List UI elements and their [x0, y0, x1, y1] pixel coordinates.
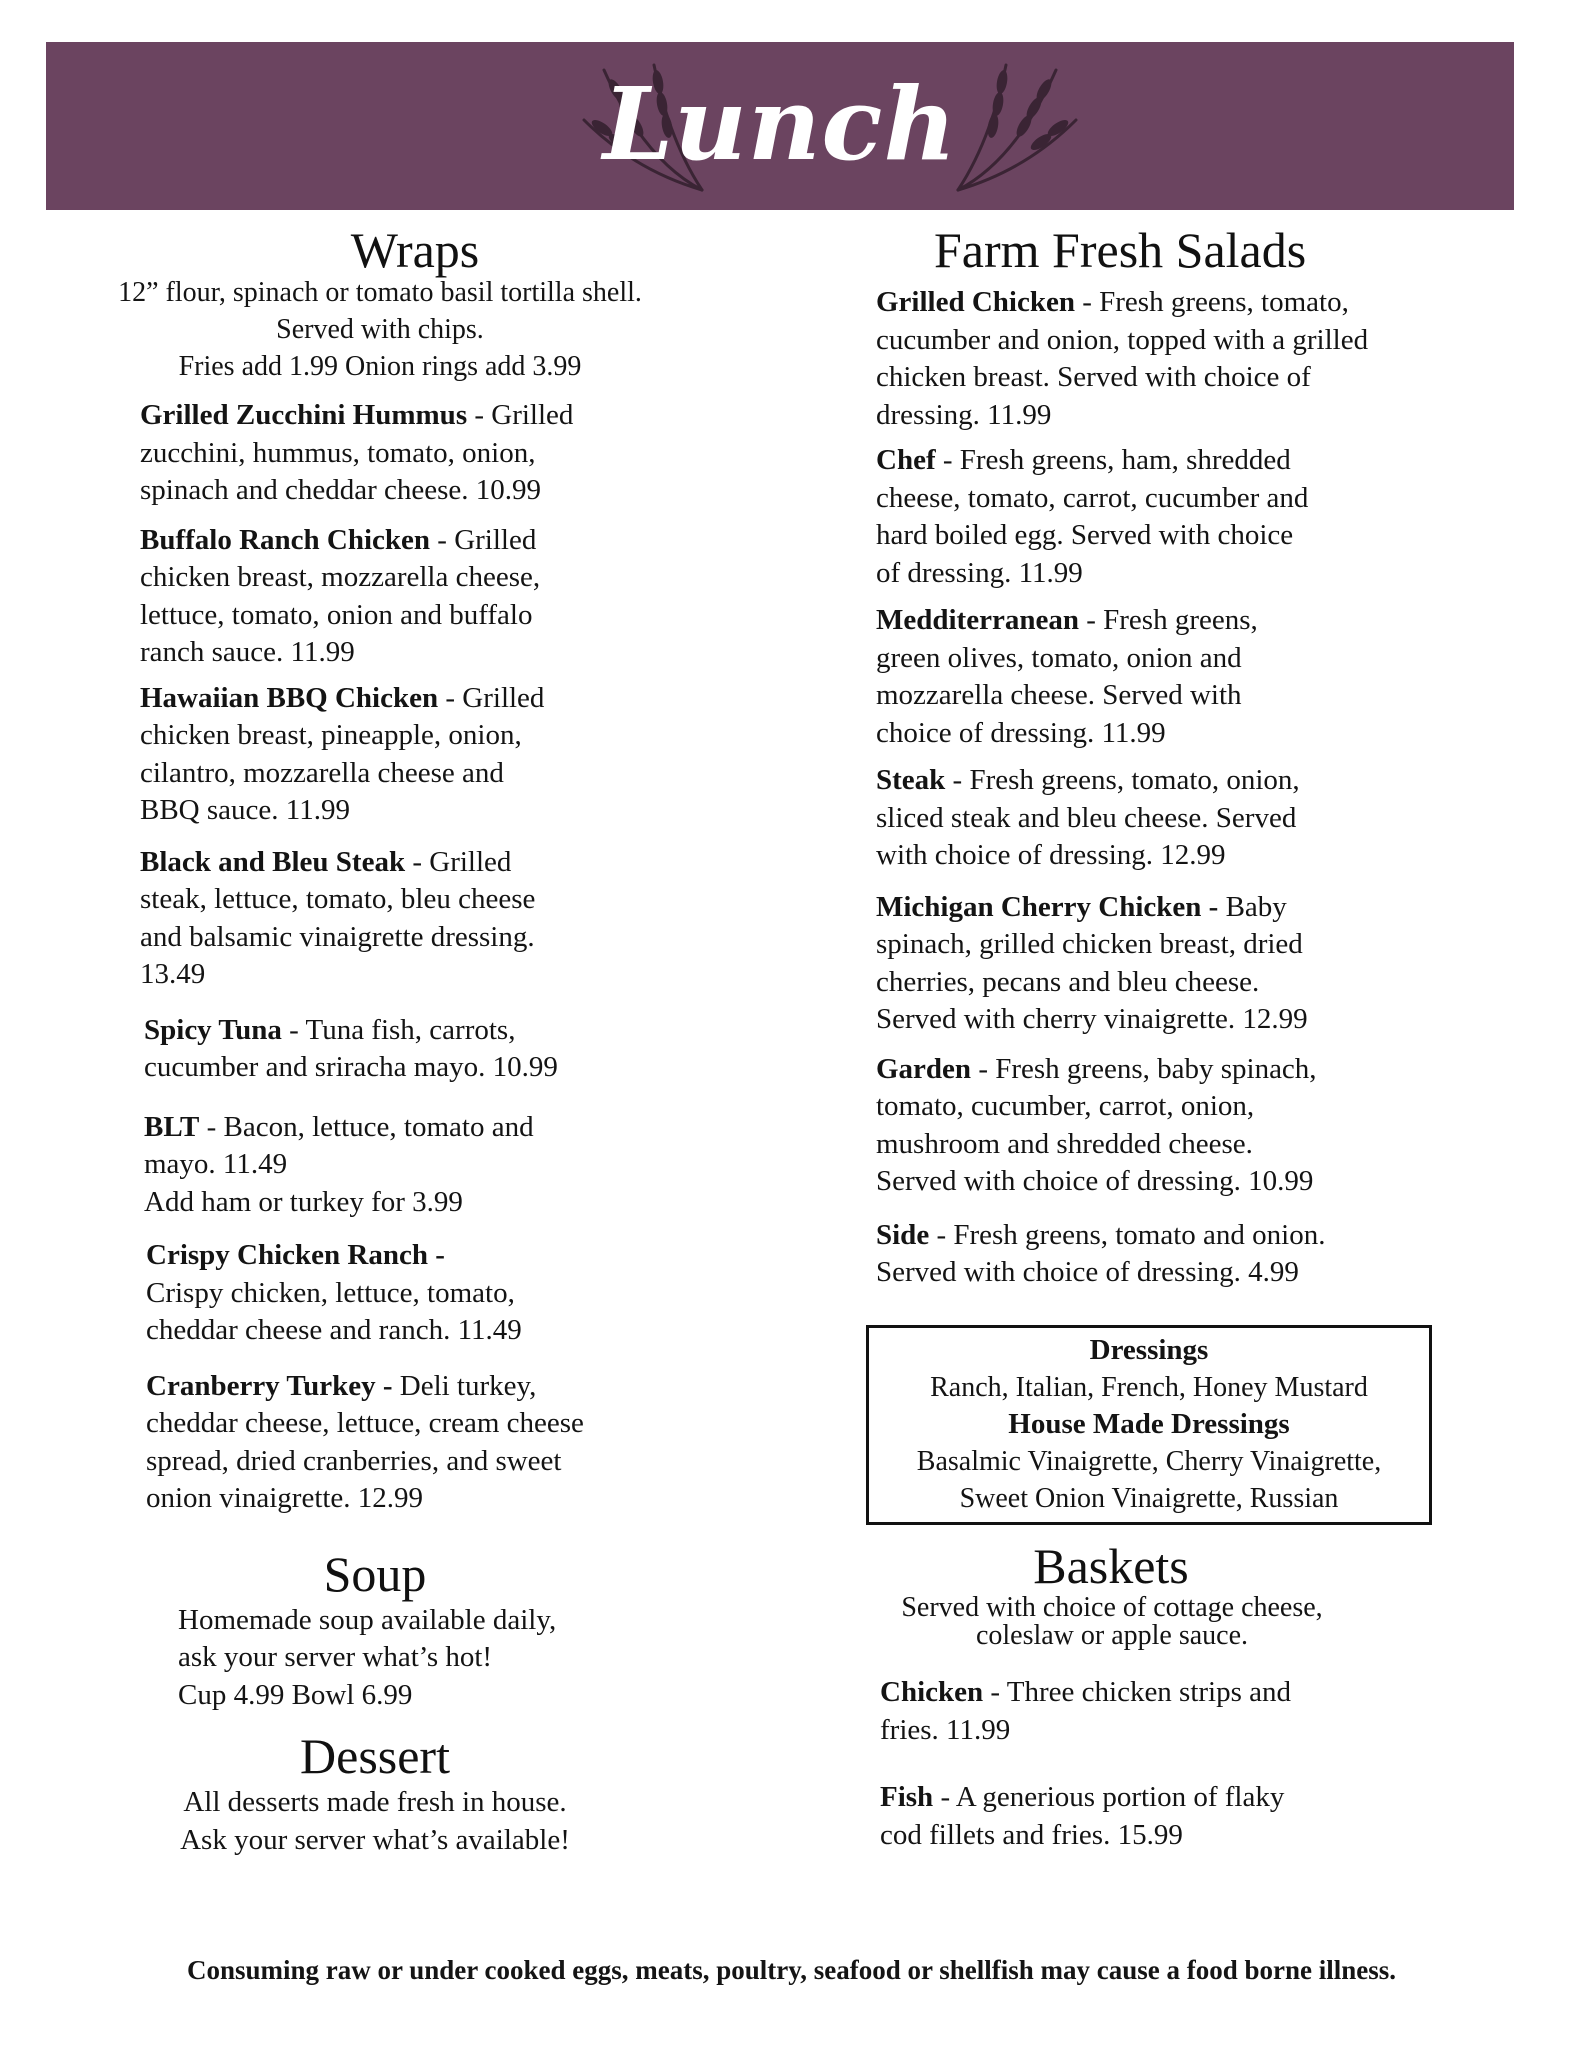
menu-item [876, 442, 1456, 592]
item-desc: onion vinaigrette. 12.99 [146, 1482, 424, 1514]
item-desc: chicken breast, mozzarella cheese, [140, 561, 541, 593]
baskets-intro-line: coleslaw or apple sauce. [975, 1620, 1249, 1651]
item-desc: cherries, pecans and bleu cheese. [876, 965, 1260, 998]
item-desc: tomato, cucumber, carrot, onion, [876, 1090, 1255, 1122]
baskets-section [876, 1538, 1436, 1854]
house-dressings-title: House Made Dressings [1008, 1408, 1290, 1440]
item-name: Buffalo Ranch Chicken [140, 523, 431, 556]
item-desc: spread, dried cranberries, and sweet [146, 1444, 562, 1477]
item-desc: of dressing. 11.99 [876, 556, 1083, 589]
item-desc: cucumber and onion, topped with a grilled [876, 323, 1369, 356]
item-name: Michigan Cherry Chicken - [876, 890, 1219, 923]
item-desc: - Bacon, lettuce, tomato and [199, 1110, 534, 1143]
item-name: Garden [876, 1052, 972, 1085]
dressings-box [866, 1325, 1432, 1525]
menu-item [876, 602, 1456, 752]
item-desc: mushroom and shredded cheese. [876, 1127, 1253, 1160]
menu-item [140, 680, 760, 830]
menu-item [140, 844, 760, 994]
item-desc: cheddar cheese, lettuce, cream cheese [146, 1407, 584, 1439]
baskets-intro-line: Served with choice of cottage cheese, [901, 1592, 1323, 1623]
item-desc: - Three chicken strips and [983, 1676, 1292, 1708]
item-desc: with choice of dressing. 12.99 [876, 839, 1226, 871]
item-desc: - Fresh greens, ham, shredded [935, 444, 1291, 476]
item-desc: - A generious portion of flaky [933, 1781, 1285, 1813]
menu-item [140, 1109, 760, 1222]
item-name: Grilled Zucchini Hummus [140, 399, 468, 431]
item-name: Medditerranean [876, 604, 1079, 636]
item-desc: fries. 11.99 [880, 1713, 1011, 1746]
right-column [876, 222, 1456, 1292]
item-name: Steak [876, 764, 946, 796]
item-desc: cilantro, mozzarella cheese and [140, 756, 504, 789]
item-desc: mozzarella cheese. Served with [876, 679, 1242, 711]
item-desc: - Fresh greens, baby spinach, [971, 1052, 1317, 1085]
item-desc: - Fresh greens, [1078, 604, 1258, 636]
item-name: Spicy Tuna [144, 1013, 282, 1046]
item-desc: - Grilled [438, 681, 545, 714]
menu-item [140, 1012, 760, 1087]
item-desc: Served with choice of dressing. 4.99 [876, 1256, 1299, 1288]
item-desc: spinach, grilled chicken breast, dried [876, 928, 1303, 960]
item-desc: - Fresh greens, tomato, [1074, 286, 1349, 318]
item-name: Chef [876, 444, 936, 476]
item-name: Fish [880, 1781, 934, 1813]
item-desc: cheese, tomato, carrot, cucumber and [876, 481, 1309, 514]
salads-title: Farm Fresh Salads [934, 222, 1307, 278]
item-desc: Served with choice of dressing. 10.99 [876, 1165, 1314, 1197]
menu-item [876, 1051, 1456, 1201]
item-name: Black and Bleu Steak [140, 845, 406, 878]
menu-item [876, 1674, 1436, 1749]
item-name: Chicken [880, 1676, 984, 1708]
item-desc: chicken breast. Served with choice of [876, 361, 1311, 393]
left-column [118, 222, 760, 1859]
item-name: BLT [144, 1110, 200, 1143]
item-desc: choice of dressing. 11.99 [876, 716, 1166, 749]
wraps-intro [70, 274, 690, 385]
item-desc: spinach and cheddar cheese. 10.99 [140, 474, 542, 506]
item-desc: - Grilled [405, 845, 512, 878]
menu-item [876, 889, 1456, 1039]
house-dressings-line: Sweet Onion Vinaigrette, Russian [959, 1483, 1339, 1514]
soup-text [140, 1602, 760, 1715]
baskets-intro [872, 1594, 1352, 1650]
item-name: Grilled Chicken [876, 286, 1075, 318]
item-desc: - Fresh greens, tomato and onion. [929, 1218, 1326, 1251]
item-desc: - Tuna fish, carrots, [281, 1013, 516, 1046]
wraps-title: Wraps [350, 222, 480, 278]
item-desc: Crispy chicken, lettuce, tomato, [146, 1276, 515, 1309]
wraps-intro-line: Served with chips. [276, 314, 484, 345]
wheat-icon [946, 50, 1086, 200]
page-title: Lunch [602, 65, 958, 183]
dessert-title: Dessert [300, 1728, 450, 1784]
item-name: Hawaiian BBQ Chicken [140, 681, 439, 714]
item-desc: BBQ sauce. 11.99 [140, 794, 350, 826]
menu-item [140, 1237, 760, 1350]
menu-item [140, 522, 760, 672]
menu-item [876, 762, 1456, 875]
item-desc: chicken breast, pineapple, onion, [140, 719, 522, 751]
soup-line: Cup 4.99 Bowl 6.99 [178, 1678, 413, 1711]
item-name: Crispy Chicken Ranch - [146, 1239, 445, 1271]
menu-item [140, 397, 760, 510]
item-desc: Served with cherry vinaigrette. 12.99 [876, 1003, 1308, 1035]
dessert-line: Ask your server what’s available! [180, 1823, 570, 1856]
item-desc: and balsamic vinaigrette dressing. [140, 920, 535, 953]
item-name: Side [876, 1218, 930, 1251]
item-name: Cranberry Turkey - [146, 1369, 393, 1402]
item-desc: green olives, tomato, onion and [876, 641, 1242, 674]
item-desc: Deli turkey, [392, 1369, 537, 1402]
menu-item [140, 1368, 760, 1518]
item-desc: zucchini, hummus, tomato, onion, [140, 436, 536, 469]
menu-item [876, 284, 1456, 434]
dessert-line: All desserts made fresh in house. [183, 1786, 567, 1818]
item-desc: mayo. 11.49 [144, 1148, 288, 1180]
dressings-list: Ranch, Italian, French, Honey Mustard [930, 1372, 1368, 1403]
food-safety-disclaimer: Consuming raw or under cooked eggs, meats, poultry, seafood or shellfish may cause a food borne illness. [186, 1955, 1397, 1985]
item-desc: lettuce, tomato, onion and buffalo [140, 598, 533, 631]
soup-line: ask your server what’s hot! [178, 1641, 493, 1673]
item-desc: cucumber and sriracha mayo. 10.99 [144, 1051, 558, 1083]
item-desc: - Grilled [467, 399, 574, 431]
item-desc: Baby [1218, 890, 1287, 923]
item-desc: - Fresh greens, tomato, onion, [945, 764, 1300, 796]
header-banner [46, 42, 1514, 210]
item-desc: ranch sauce. 11.99 [140, 636, 355, 668]
item-desc: cod fillets and fries. 15.99 [880, 1818, 1183, 1851]
dessert-text [140, 1784, 610, 1859]
item-desc: Add ham or turkey for 3.99 [144, 1185, 463, 1218]
item-desc: 13.49 [140, 958, 206, 990]
item-desc: hard boiled egg. Served with choice [876, 519, 1294, 551]
soup-title: Soup [323, 1545, 427, 1602]
item-desc: sliced steak and bleu cheese. Served [876, 801, 1297, 834]
item-desc: cheddar cheese and ranch. 11.49 [146, 1314, 522, 1346]
wraps-intro-line: 12” flour, spinach or tomato basil tortilla shell. [118, 277, 642, 308]
item-desc: steak, lettuce, tomato, bleu cheese [140, 883, 536, 915]
menu-item [876, 1779, 1436, 1854]
baskets-title: Baskets [1033, 1538, 1189, 1594]
house-dressings-line: Basalmic Vinaigrette, Cherry Vinaigrette, [916, 1446, 1382, 1477]
menu-item [876, 1217, 1456, 1292]
item-desc: dressing. 11.99 [876, 398, 1052, 431]
item-desc: - Grilled [430, 523, 537, 556]
dressings-title: Dressings [1089, 1334, 1209, 1366]
wraps-intro-line: Fries add 1.99 Onion rings add 3.99 [178, 351, 582, 382]
soup-line: Homemade soup available daily, [178, 1603, 557, 1636]
